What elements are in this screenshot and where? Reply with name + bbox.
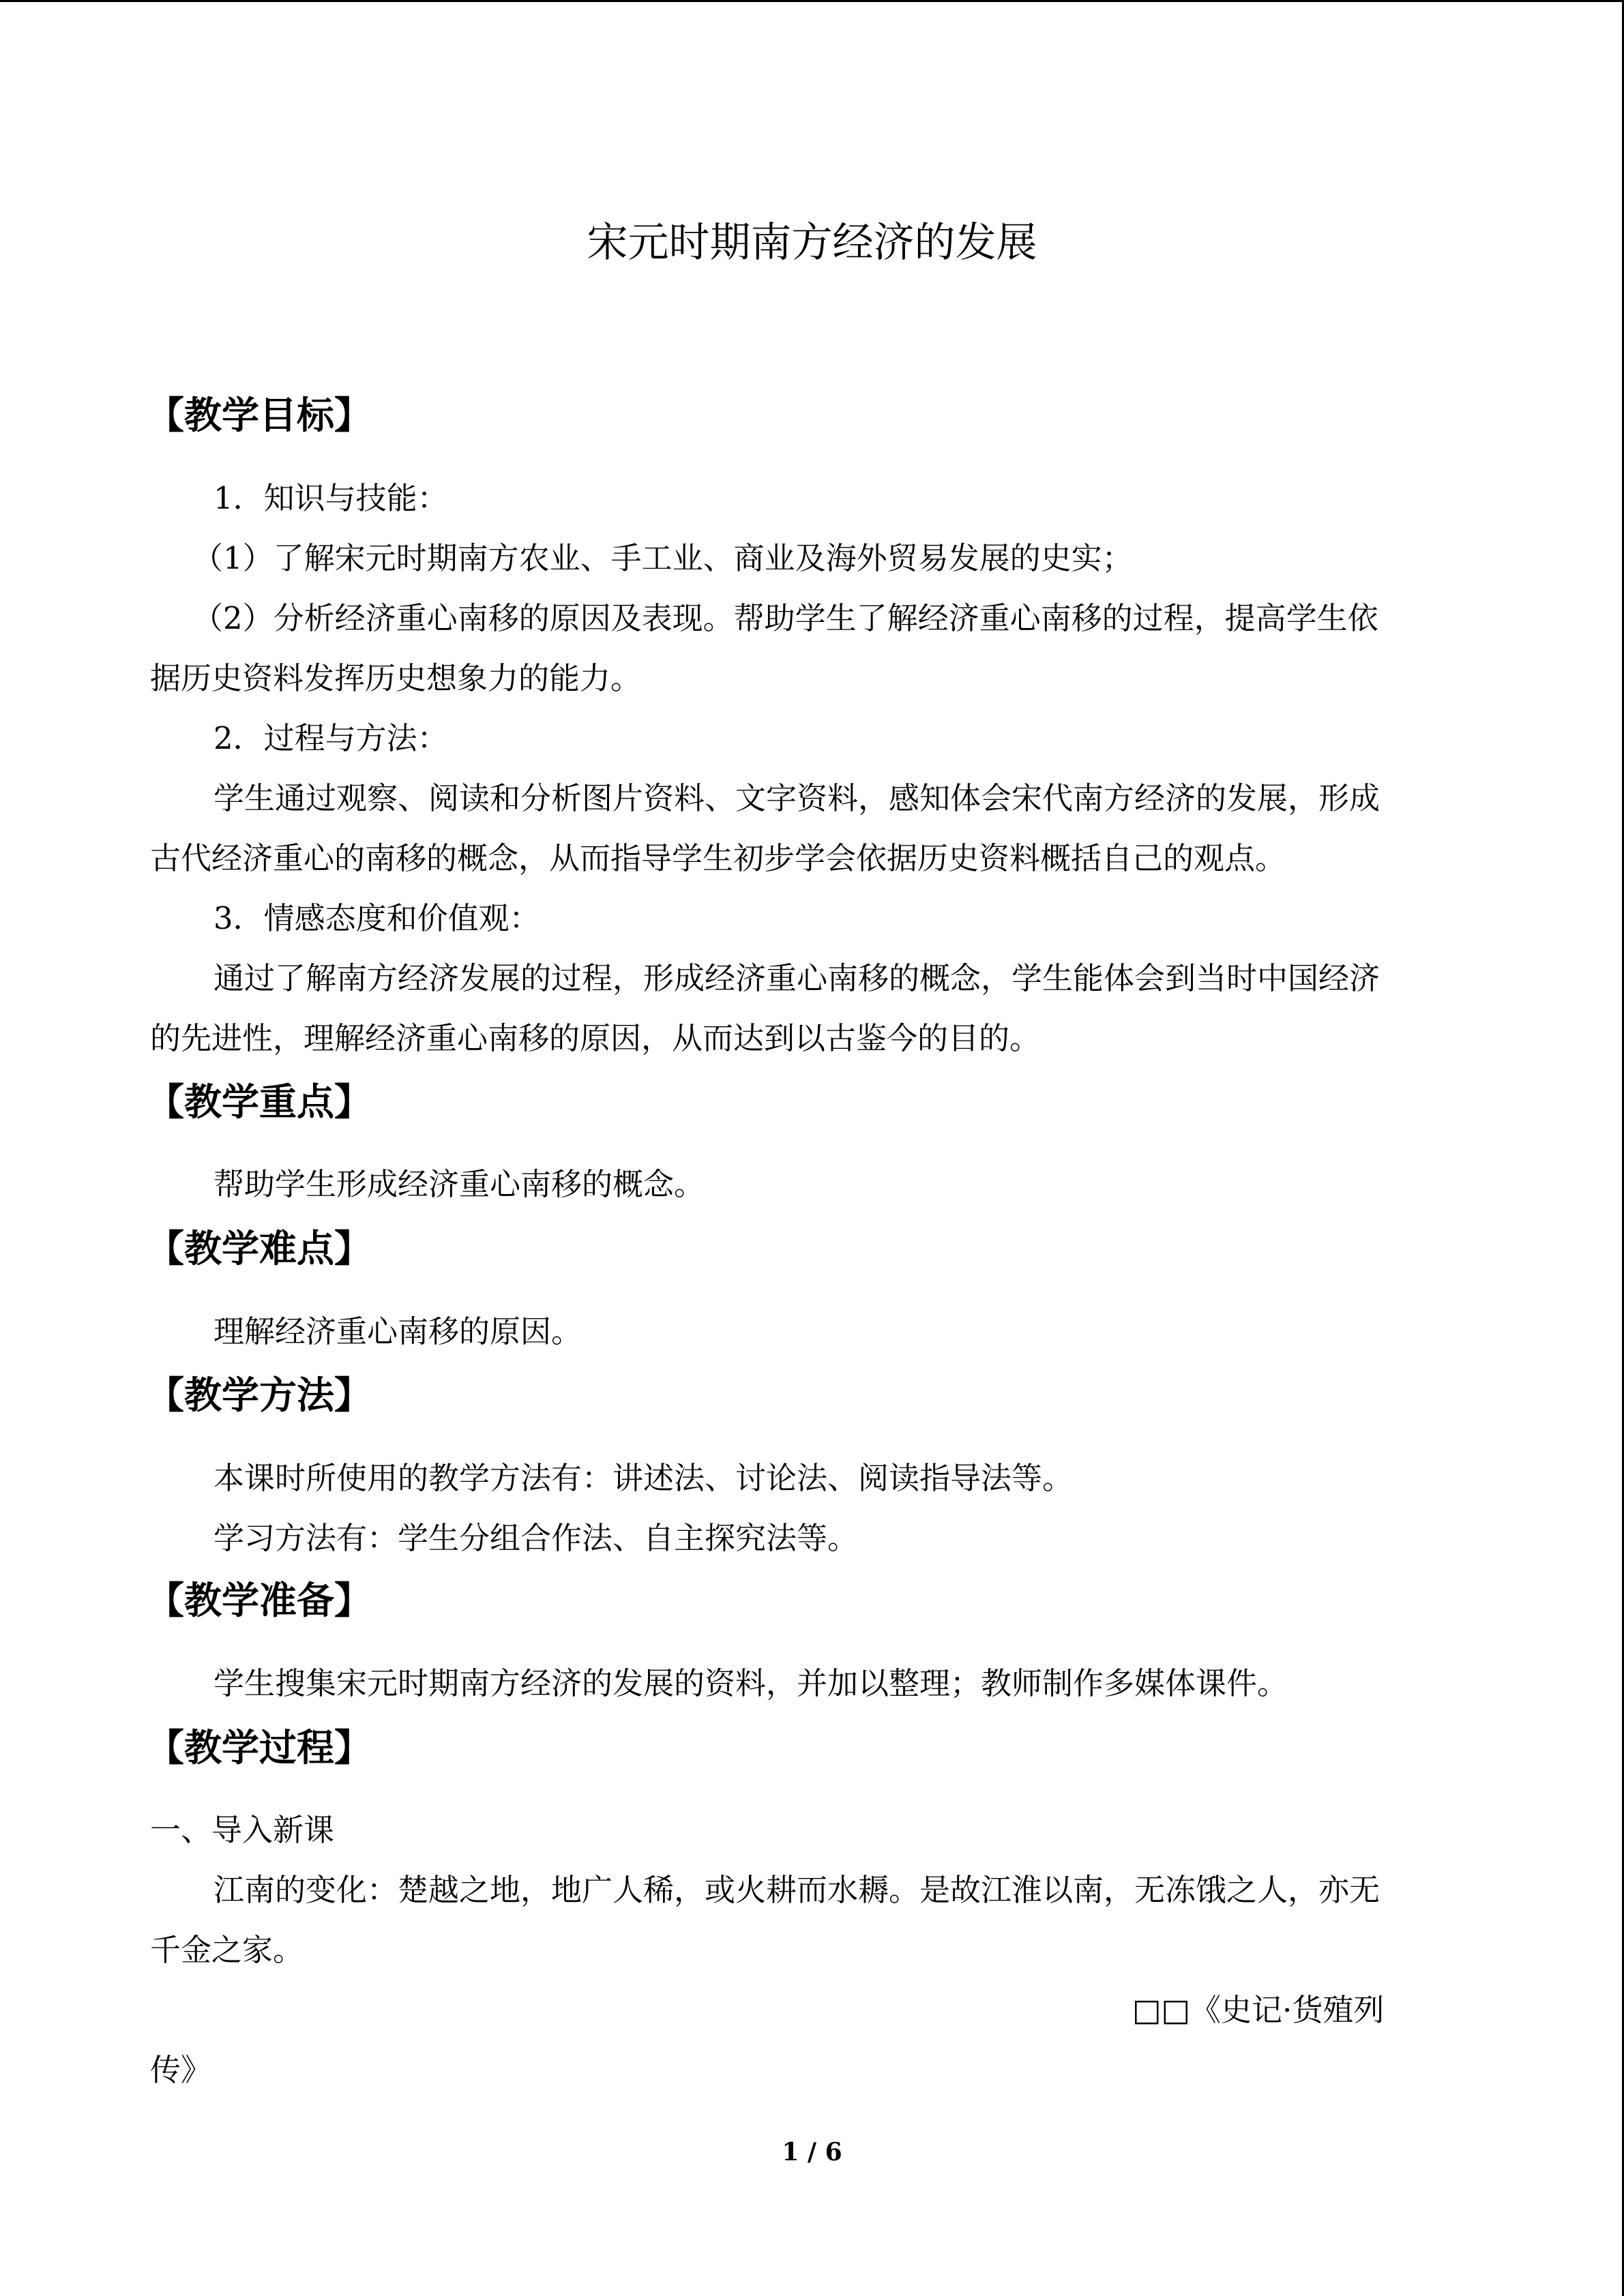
goal-process-line2: 古代经济重心的南移的概念，从而指导学生初步学会依据历史资料概括自己的观点。: [150, 840, 1286, 876]
goal-process-method: 2．过程与方法：: [213, 720, 448, 756]
quote-line-2: 千金之家。: [150, 1932, 304, 1968]
goal-values-line2: 的先进性，理解经济重心南移的原因，从而达到以古鉴今的目的。: [150, 1020, 1041, 1056]
heading-teaching-methods: 【教学方法】: [147, 1373, 372, 1417]
quote-source-line-2: 传》: [150, 2052, 212, 2088]
goal-values: 3．情感态度和价值观：: [213, 900, 540, 936]
heading-preparation: 【教学准备】: [147, 1579, 372, 1622]
goal-item-2-line1: （2）分析经济重心南移的原因及表现。帮助学生了解经济重心南移的过程，提高学生依: [192, 600, 1378, 636]
quote-source-line-1: □□《史记·货殖列: [1132, 1992, 1385, 2028]
goal-values-line1: 通过了解南方经济发展的过程，形成经济重心南移的概念，学生能体会到当时中国经济: [213, 960, 1381, 996]
methods-text-2: 学习方法有：学生分组合作法、自主探究法等。: [213, 1520, 859, 1556]
goal-item-1: （1）了解宋元时期南方农业、手工业、商业及海外贸易发展的史实；: [192, 540, 1133, 576]
goal-knowledge-skills: 1．知识与技能：: [213, 480, 448, 516]
preparation-text: 学生搜集宋元时期南方经济的发展的资料，并加以整理；教师制作多媒体课件。: [213, 1665, 1288, 1701]
heading-key-points: 【教学重点】: [147, 1080, 372, 1124]
page-title: 宋元时期南方经济的发展: [587, 219, 1037, 267]
page-number: 1 / 6: [782, 2138, 842, 2166]
methods-text-1: 本课时所使用的教学方法有：讲述法、讨论法、阅读指导法等。: [213, 1460, 1074, 1496]
goal-item-2-line2: 据历史资料发挥历史想象力的能力。: [150, 660, 642, 696]
quote-line-1: 江南的变化：楚越之地，地广人稀，或火耕而水耨。是故江淮以南，无冻饿之人，亦无: [213, 1872, 1381, 1908]
difficulties-text: 理解经济重心南移的原因。: [213, 1313, 582, 1350]
heading-teaching-goals: 【教学目标】: [147, 393, 372, 437]
heading-teaching-process: 【教学过程】: [147, 1726, 372, 1770]
process-step-1: 一、导入新课: [150, 1812, 335, 1848]
key-points-text: 帮助学生形成经济重心南移的概念。: [213, 1166, 705, 1202]
heading-difficulties: 【教学难点】: [147, 1227, 372, 1270]
goal-process-line1: 学生通过观察、阅读和分析图片资料、文字资料，感知体会宋代南方经济的发展，形成: [213, 780, 1381, 816]
